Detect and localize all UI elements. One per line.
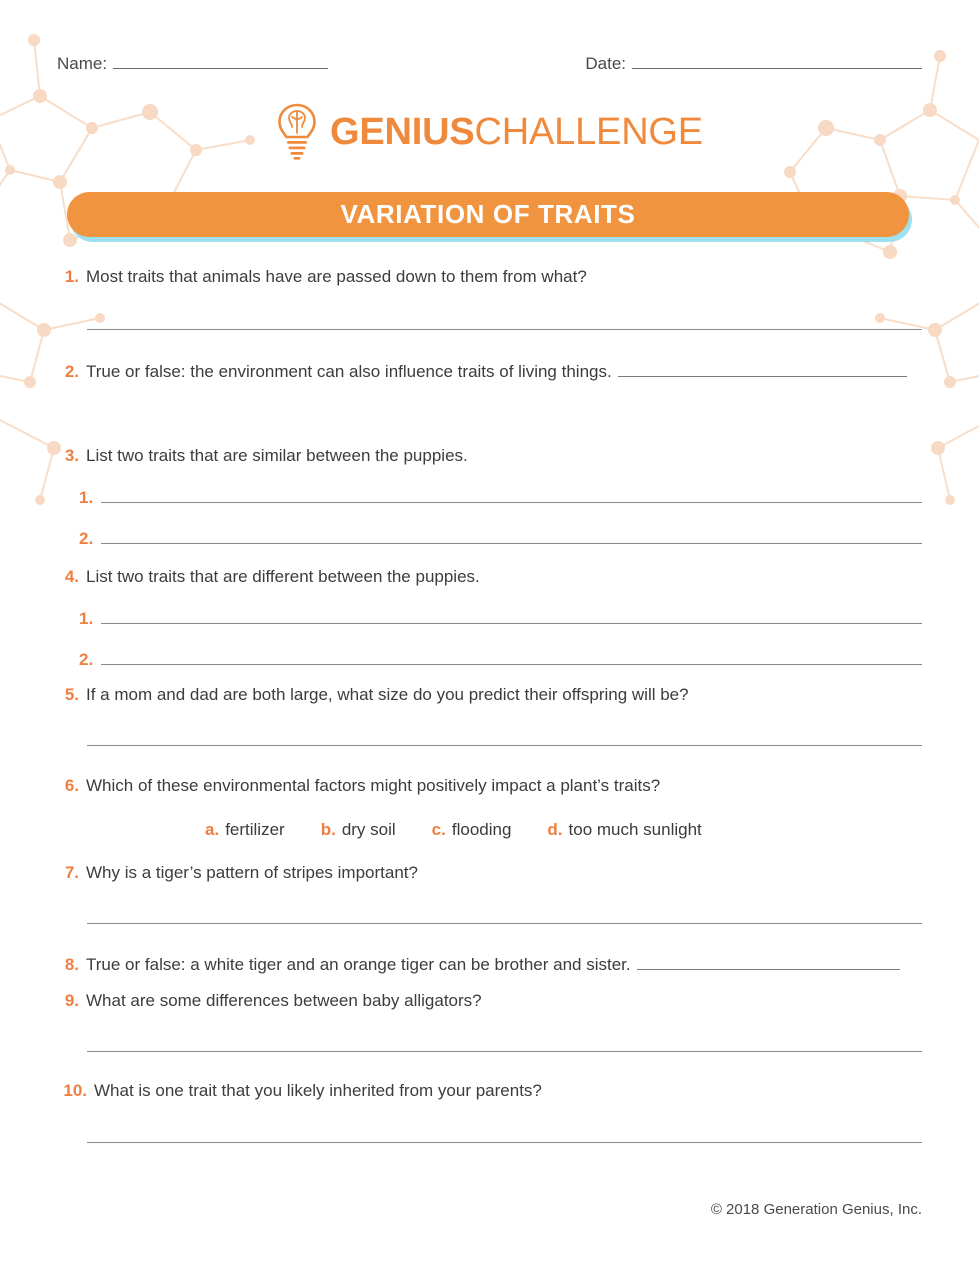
question-text: Most traits that animals have are passed down to them from what? [86, 267, 587, 286]
choice-letter: c. [431, 819, 446, 839]
choice-c[interactable] [432, 820, 512, 840]
choice-a[interactable] [205, 820, 285, 840]
answer-line-3b[interactable] [101, 530, 922, 544]
answer-line-4a[interactable] [101, 610, 922, 624]
question-4-sub-2 [79, 650, 922, 670]
name-write-line[interactable] [113, 56, 328, 69]
date-label: Date: [585, 54, 626, 73]
question-4-sub-1 [79, 609, 922, 629]
question-text: Why is a tiger’s pattern of stripes important? [86, 862, 418, 882]
banner-pill [67, 192, 909, 237]
answer-line-2[interactable] [618, 363, 907, 377]
choice-letter: a. [205, 819, 220, 839]
question-number: 7. [64, 862, 79, 882]
question-number: 4. [64, 567, 79, 587]
question-8 [57, 954, 922, 976]
question-9 [57, 990, 922, 1012]
question-text: List two traits that are similar between the puppies. [86, 446, 468, 466]
title-banner [67, 192, 912, 240]
question-text: What are some differences between baby alligators? [86, 990, 482, 1010]
answer-line-9[interactable] [87, 1051, 922, 1052]
choice-label: dry soil [341, 819, 396, 839]
question-text: True or false: a white tiger and an orange tiger can be brother and sister. [86, 954, 631, 974]
question-3 [57, 445, 922, 467]
logo-challenge: CHALLENGE [474, 111, 703, 153]
answer-line-5[interactable] [87, 745, 922, 746]
question-4 [57, 566, 922, 588]
date-field[interactable] [585, 54, 922, 74]
question-number: 3. [64, 446, 79, 466]
choice-label: flooding [451, 819, 512, 839]
choice-letter: b. [320, 819, 336, 839]
answer-line-1[interactable] [87, 329, 922, 330]
question-3-sub-1 [79, 488, 922, 508]
copyright-footer: © 2018 Generation Genius, Inc. [710, 1201, 922, 1218]
question-7 [57, 862, 922, 884]
choice-letter: d. [547, 819, 563, 839]
answer-line-7[interactable] [87, 923, 922, 924]
question-number: 8. [64, 954, 79, 974]
name-date-row [57, 54, 922, 74]
question-number: 1. [64, 267, 79, 286]
date-write-line[interactable] [632, 56, 922, 69]
question-number: 2. [64, 362, 79, 382]
brand-logo [0, 103, 979, 161]
question-6-choices [205, 820, 922, 840]
question-text: List two traits that are different between the puppies. [86, 567, 480, 587]
name-label: Name: [57, 54, 108, 73]
sub-number: 2. [79, 529, 94, 549]
question-10 [57, 1080, 922, 1102]
logo-wordmark [330, 113, 703, 151]
question-number: 6. [64, 776, 79, 796]
question-6 [57, 775, 922, 797]
question-number: 9. [64, 990, 79, 1010]
choice-label: fertilizer [225, 819, 285, 839]
questions-list [57, 266, 922, 1143]
sub-number: 1. [79, 488, 94, 508]
question-1 [57, 266, 922, 288]
question-5 [57, 684, 922, 706]
answer-line-3a[interactable] [101, 489, 922, 503]
answer-line-4b[interactable] [101, 651, 922, 665]
logo-genius: GENIUS [330, 111, 475, 153]
choice-label: too much sunlight [568, 819, 702, 839]
question-number: 10. [63, 1080, 87, 1100]
question-number: 5. [64, 685, 79, 705]
answer-line-10[interactable] [87, 1142, 922, 1143]
name-field[interactable] [57, 54, 328, 74]
page-title: VARIATION OF TRAITS [340, 199, 636, 229]
sub-number: 1. [79, 609, 94, 629]
question-text: True or false: the environment can also influence traits of living things. [86, 362, 612, 382]
lightbulb-brain-icon [276, 103, 318, 161]
choice-d[interactable] [547, 820, 701, 840]
question-3-sub-2 [79, 529, 922, 549]
question-2 [57, 361, 922, 383]
sub-number: 2. [79, 650, 94, 670]
answer-line-8[interactable] [637, 956, 900, 970]
question-text: Which of these environmental factors might positively impact a plant’s traits? [86, 776, 661, 796]
question-text: If a mom and dad are both large, what size do you predict their offspring will be? [86, 685, 689, 705]
choice-b[interactable] [321, 820, 396, 840]
question-text: What is one trait that you likely inherited from your parents? [94, 1080, 542, 1100]
